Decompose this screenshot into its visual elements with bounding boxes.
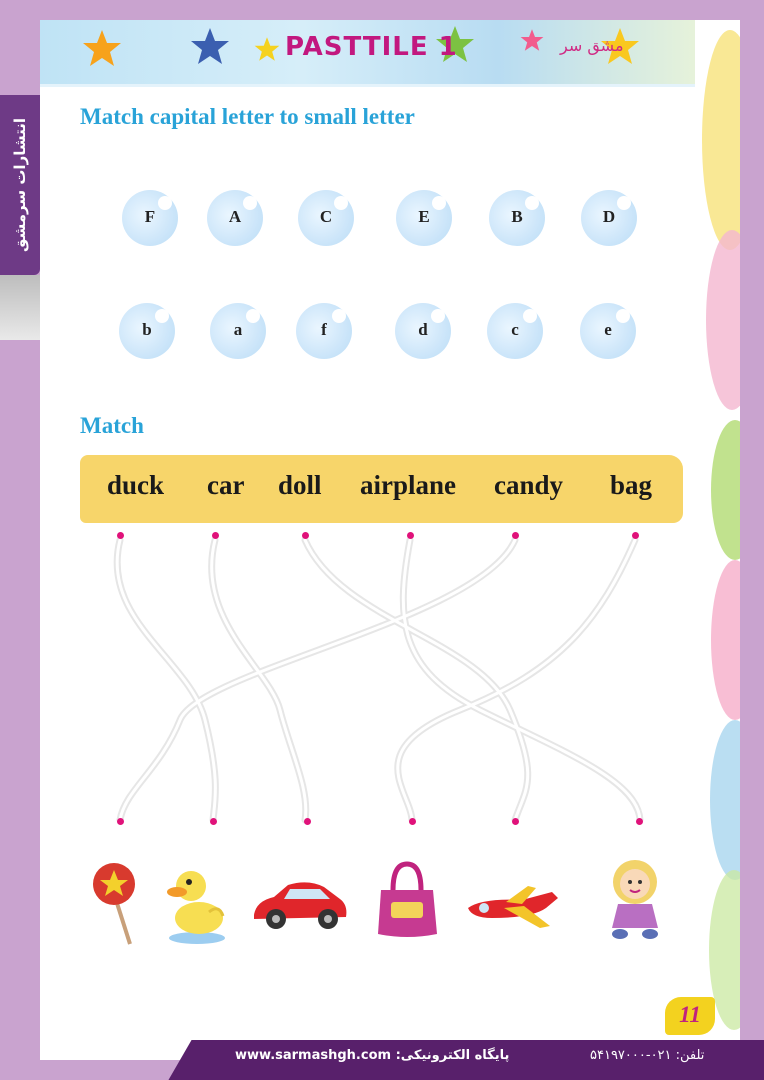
book-title: PASTTILE 1 xyxy=(285,32,458,62)
word-bag: bag xyxy=(610,470,653,500)
bag-picture[interactable] xyxy=(375,860,440,940)
small-letter-bubble[interactable]: f xyxy=(296,303,352,359)
word-candy: candy xyxy=(494,470,564,500)
connect-dot[interactable] xyxy=(632,532,639,539)
airplane-picture[interactable] xyxy=(462,878,562,938)
duck-picture[interactable] xyxy=(165,860,230,945)
footer-phone: تلفن: ۰۲۱-۵۴۱۹۷۰۰۰ xyxy=(590,1048,705,1063)
capital-letter-bubble[interactable]: D xyxy=(581,190,637,246)
connect-dot[interactable] xyxy=(210,818,217,825)
car-picture[interactable] xyxy=(250,875,350,935)
small-letter-bubble[interactable]: b xyxy=(119,303,175,359)
connect-dot[interactable] xyxy=(117,818,124,825)
side-tab-shadow xyxy=(0,275,40,340)
small-letter-bubble[interactable]: a xyxy=(210,303,266,359)
section2-heading: Match xyxy=(80,413,144,438)
doll-picture[interactable] xyxy=(600,856,670,941)
connect-dot[interactable] xyxy=(212,532,219,539)
publisher-side-label: انتشارات سرمشق xyxy=(11,117,29,253)
lollipop-picture[interactable] xyxy=(92,862,142,947)
capital-letter-bubble[interactable]: E xyxy=(396,190,452,246)
page-number-badge xyxy=(665,997,715,1035)
capital-letter-bubble[interactable]: A xyxy=(207,190,263,246)
small-letter-bubble[interactable]: c xyxy=(487,303,543,359)
word-airplane: airplane xyxy=(360,470,457,500)
small-letter-bubble[interactable]: e xyxy=(580,303,636,359)
connect-dot[interactable] xyxy=(117,532,124,539)
connect-dot[interactable] xyxy=(409,818,416,825)
page-number: 11 xyxy=(679,1002,701,1027)
connect-dot[interactable] xyxy=(636,818,643,825)
small-letter-bubble[interactable]: d xyxy=(395,303,451,359)
worksheet-page xyxy=(40,20,740,1060)
capital-letter-bubble[interactable]: B xyxy=(489,190,545,246)
capital-letter-bubble[interactable]: F xyxy=(122,190,178,246)
footer-website[interactable]: www.sarmashgh.com :پایگاه الکترونیکی xyxy=(235,1048,510,1063)
connect-dot[interactable] xyxy=(304,818,311,825)
word-doll: doll xyxy=(278,470,322,500)
connect-dot[interactable] xyxy=(407,532,414,539)
word-duck: duck xyxy=(107,470,165,500)
section1-heading: Match capital letter to small letter xyxy=(80,104,415,129)
publisher-logo: مشق سر xyxy=(560,36,624,55)
connect-dot[interactable] xyxy=(512,532,519,539)
word-car: car xyxy=(207,470,245,500)
connect-dot[interactable] xyxy=(302,532,309,539)
capital-letter-bubble[interactable]: C xyxy=(298,190,354,246)
connect-dot[interactable] xyxy=(512,818,519,825)
